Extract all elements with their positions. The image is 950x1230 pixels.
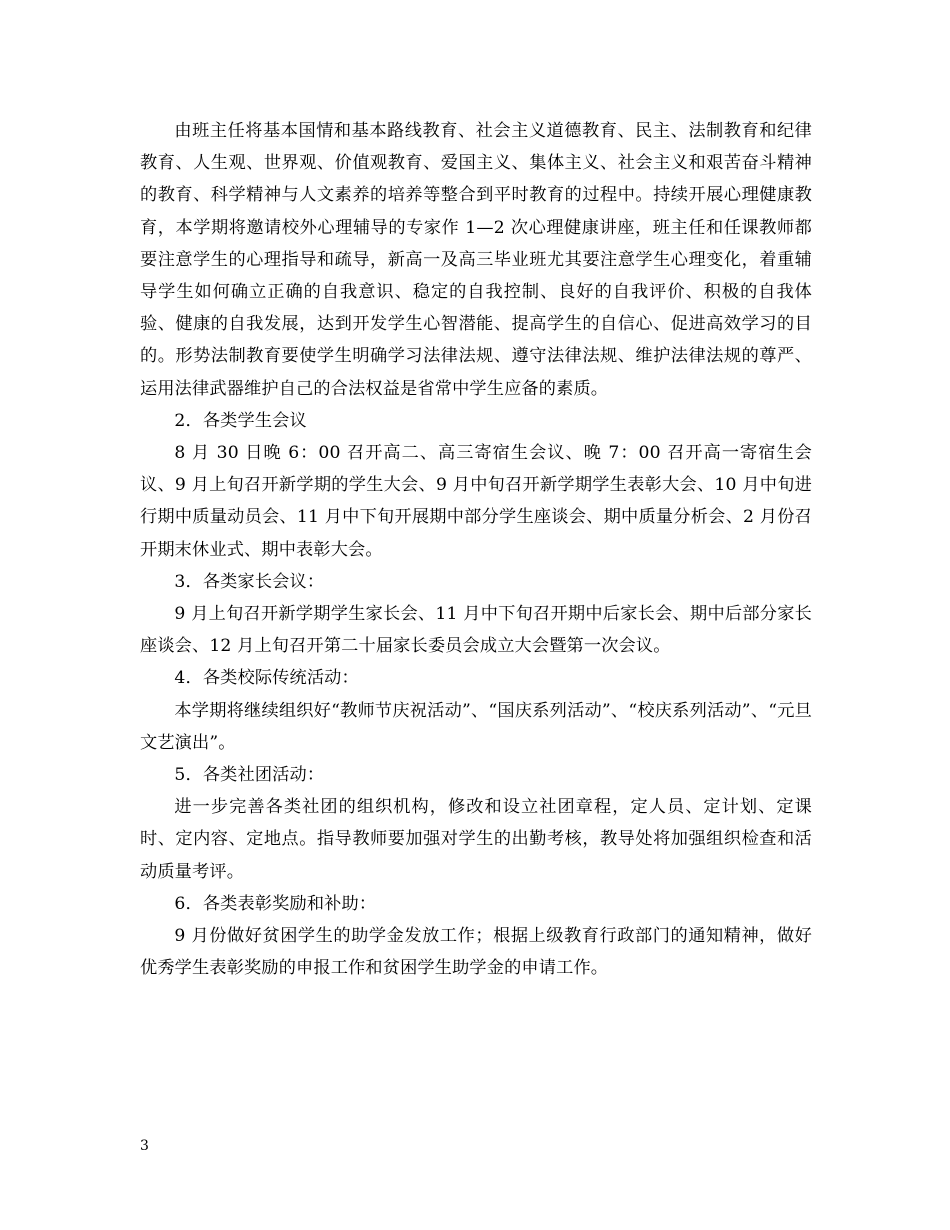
paragraph-traditional-activities: 本学期将继续组织好“教师节庆祝活动”、“国庆系列活动”、“校庆系列活动”、“元旦文艺演出”。 (140, 700, 812, 753)
paragraph-club-activities: 进一步完善各类社团的组织机构，修改和设立社团章程，定人员、定计划、定课时、定内容、定地点。指导教师要加强对学生的出勤考核，教导处将加强组织检查和活动质量考评。 (140, 797, 812, 882)
paragraph-student-meetings: 8 月 30 日晚 6：00 召开高二、高三寄宿生会议、晚 7：00 召开高一寄宿生会议、9 月上旬召开新学期的学生大会、9 月中旬召开新学期学生表彰大会、10 月中旬进行期中质量动员会、11 月中下旬开展期中部分学生座谈会、期中质量分析会、2 月份召开期末休业式、期中表彰大会。 (140, 443, 812, 560)
heading-student-meetings: 2．各类学生会议 (174, 410, 307, 431)
page-number: 3 (140, 1138, 149, 1154)
heading-awards-and-grants: 6．各类表彰奖励和补助： (174, 893, 377, 914)
heading-club-activities: 5．各类社团活动： (174, 765, 325, 786)
heading-parent-meetings: 3．各类家长会议： (174, 571, 325, 592)
paragraph-parent-meetings: 9 月上旬召开新学期学生家长会、11 月中下旬召开期中后家长会、期中后部分家长座谈会、12 月上旬召开第二十届家长委员会成立大会暨第一次会议。 (140, 604, 812, 657)
document-body (140, 115, 812, 984)
heading-traditional-activities: 4．各类校际传统活动： (174, 668, 359, 689)
paragraph-moral-education: 由班主任将基本国情和基本路线教育、社会主义道德教育、民主、法制教育和纪律教育、人生观、世界观、价值观教育、爱国主义、集体主义、社会主义和艰苦奋斗精神的教育、科学精神与人文素养的培养等整合到平时教育的过程中。持续开展心理健康教育，本学期将邀请校外心理辅导的专家作 1—2 次心理健康讲座，班主任和任课教师都要注意学生的心理指导和疏导，新高一及高三毕业班尤其要注意学生心理变化，着重辅导学生如何确立正确的自我意识、稳定的自我控制、良好的自我评价、积极的自我体验、健康的自我发展，达到开发学生心智潜能、提高学生的自信心、促进高效学习的目的。形势法制教育要使学生明确学习法律法规、遵守法律法规、维护法律法规的尊严、运用法律武器维护自己的合法权益是省常中学生应备的素质。 (140, 121, 812, 399)
paragraph-awards-and-grants: 9 月份做好贫困学生的助学金发放工作；根据上级教育行政部门的通知精神，做好优秀学生表彰奖励的申报工作和贫困学生助学金的申请工作。 (140, 926, 812, 979)
